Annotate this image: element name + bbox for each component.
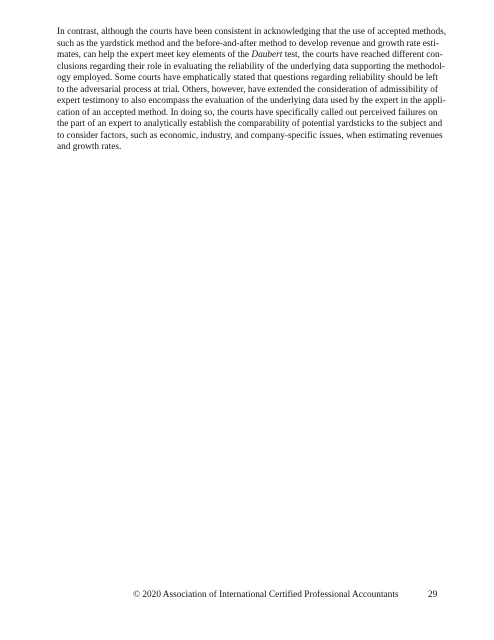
paragraph-line: mates, can help the expert meet key elements of the Daubert test, the courts have reached different con-: [57, 50, 443, 61]
page-number: 29: [428, 590, 438, 600]
copyright-notice: © 2020 Association of International Certified Professional Accountants: [133, 590, 399, 600]
paragraph-line: such as the yardstick method and the before-and-after method to develop revenue and growth rate esti-: [57, 38, 439, 49]
paragraph-line: In contrast, although the courts have been consistent in acknowledging that the use of accepted methods,: [57, 27, 447, 37]
daubert-emphasis: Daubert: [251, 50, 283, 61]
paragraph-line: clusions regarding their role in evaluating the reliability of the underlying data supporting the methodol-: [57, 61, 445, 72]
paragraph-line: and growth rates.: [57, 142, 122, 153]
paragraph-line: expert testimony to also encompass the evaluation of the underlying data used by the expert in the appli-: [57, 96, 446, 107]
paragraph-line: ogy employed. Some courts have emphatically stated that questions regarding reliability should be left: [57, 73, 439, 84]
paragraph-line: to consider factors, such as economic, industry, and company-specific issues, when estimating revenues: [57, 130, 443, 141]
paragraph-line: cation of an accepted method. In doing so, the courts have specifically called out perceived failures on: [57, 107, 438, 118]
paragraph-line: to the adversarial process at trial. Others, however, have extended the consideration of admissibility of: [57, 84, 438, 95]
page-footer: [0, 588, 494, 602]
paragraph-line: the part of an expert to analytically establish the comparability of potential yardsticks to the subject and: [57, 119, 443, 130]
body-paragraph: [57, 27, 447, 154]
